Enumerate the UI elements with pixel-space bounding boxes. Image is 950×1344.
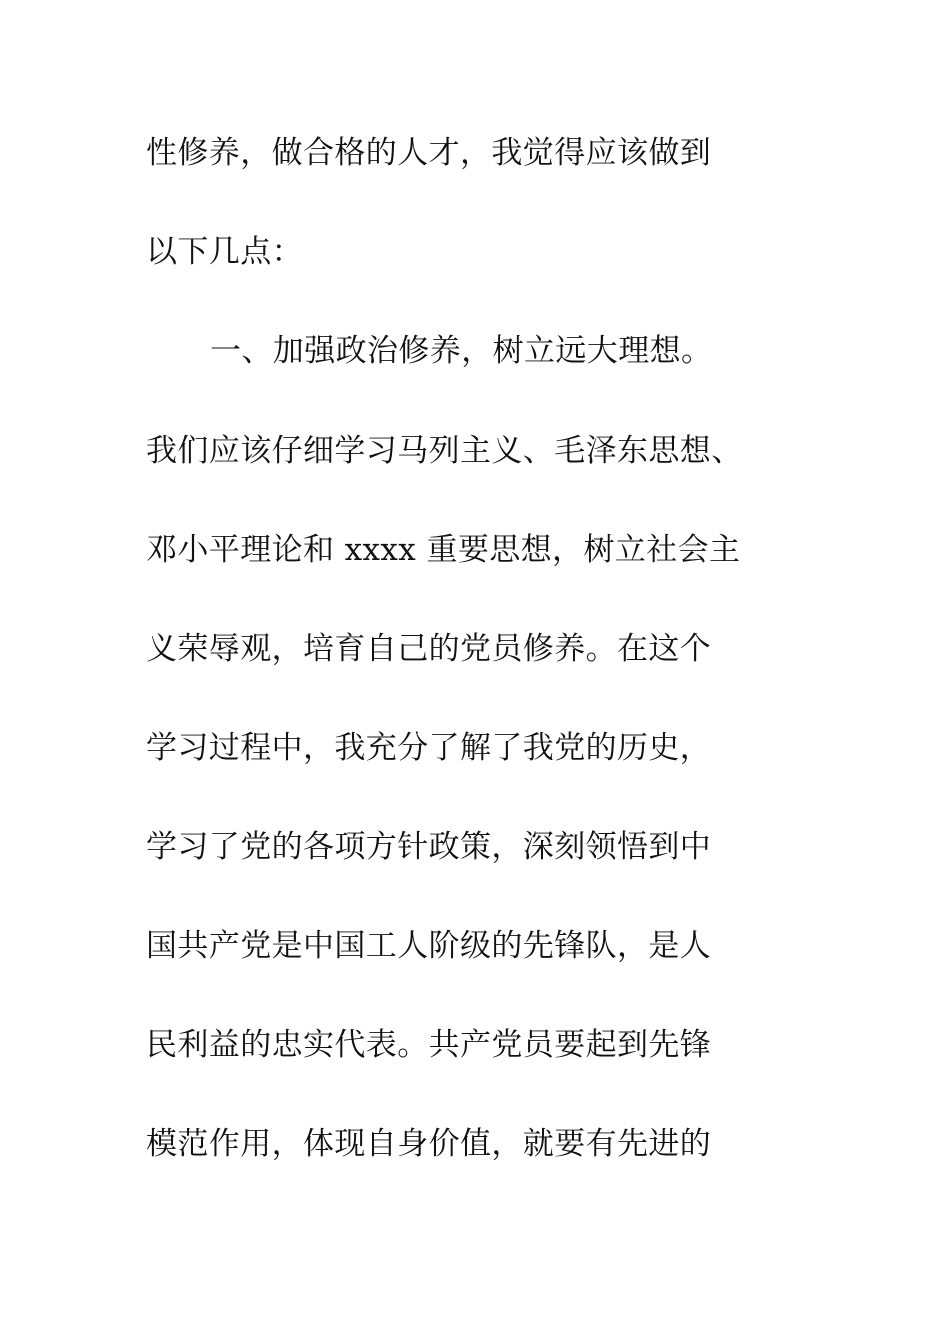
text-line: 性修养，做合格的人才，我觉得应该做到 (146, 135, 712, 171)
text-line: 学习过程中，我充分了解了我党的历史， (146, 730, 712, 766)
text-line: 国共产党是中国工人阶级的先锋队，是人 (146, 928, 712, 964)
text-line: 民利益的忠实代表。共产党员要起到先锋 (146, 1027, 712, 1063)
text-line: 以下几点： (146, 234, 303, 270)
text-line: 义荣辱观，培育自己的党员修养。在这个 (146, 631, 712, 667)
text-line: 学习了党的各项方针政策，深刻领悟到中 (146, 829, 712, 865)
text-line: 邓小平理论和 xxxx 重要思想，树立社会主 (146, 532, 741, 568)
section-heading: 一、加强政治修养，树立远大理想。 (210, 333, 713, 369)
text-line: 我们应该仔细学习马列主义、毛泽东思想、 (146, 433, 743, 469)
text-line: 模范作用，体现自身价值，就要有先进的 (146, 1126, 712, 1162)
